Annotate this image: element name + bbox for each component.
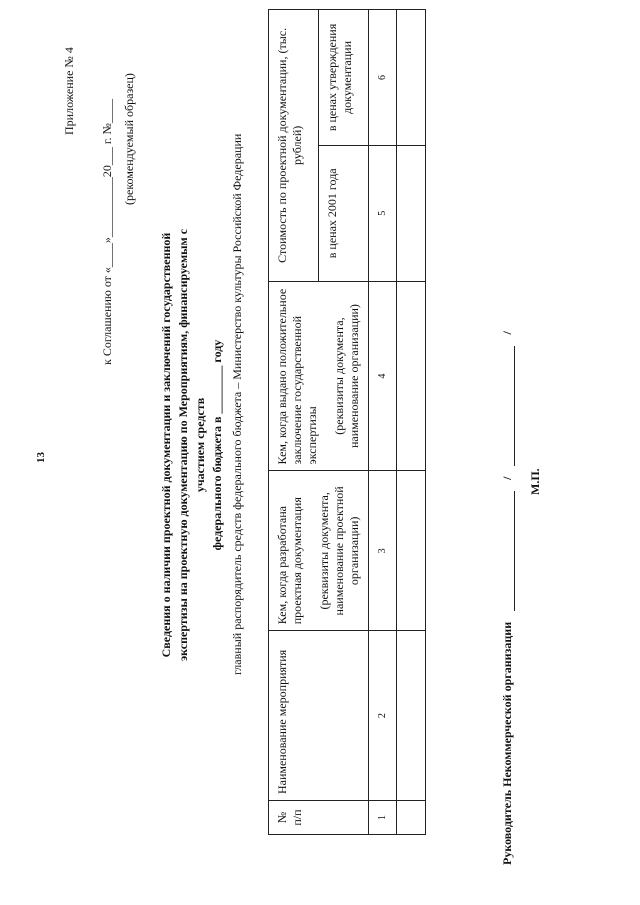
column-number: 2 [369, 631, 397, 801]
signature-label: Руководитель Некоммерческой организации [500, 621, 514, 865]
page-number: 13 [35, 452, 47, 463]
column-number: 3 [369, 471, 397, 631]
col-cost-approval-header: в ценах утверждения документации [319, 10, 369, 146]
table-cell [397, 10, 426, 146]
signature-block [500, 5, 515, 865]
table-cell [397, 471, 426, 631]
empty-data-row [397, 10, 426, 835]
col-project-doc-sub: (реквизиты документа, наименование проектной организации) [317, 486, 361, 616]
column-number-row [369, 10, 397, 835]
col-number-header: № п/п [269, 801, 369, 835]
recommended-sample-note: (рекомендуемый образец) [122, 73, 136, 205]
col-event-name-header: Наименование мероприятия [269, 631, 369, 801]
col-cost-2001-header: в ценах 2001 года [319, 145, 369, 281]
name-line [514, 346, 515, 466]
table-cell [397, 145, 426, 281]
agreement-reference: к Соглашению от «____»__________20___ г. №____ [100, 99, 114, 365]
appendix-label: Приложение № 4 [62, 47, 76, 135]
col-cost-group-header: Стоимость по проектной документации, (тыс. рублей) [269, 10, 319, 282]
column-number: 6 [369, 10, 397, 146]
col-expertise-main: Кем, когда выдано положительное заключение государственной экспертизы [275, 288, 319, 465]
column-number: 5 [369, 145, 397, 281]
title-line-2: экспертизы на проектную документацию по Мероприятиям, финансируемым с участием средств [176, 228, 207, 662]
col-expertise-header [269, 281, 369, 471]
stamp-place: М.П. [528, 468, 542, 495]
document-title [158, 215, 226, 675]
col-expertise-sub: (реквизиты документа, наименование организации) [332, 304, 361, 449]
col-project-doc-main: Кем, когда разработана проектная документация [275, 497, 304, 625]
title-line-1: Сведения о наличии проектной документации и заключений государственной [159, 232, 173, 658]
table-cell [397, 801, 426, 835]
column-number: 1 [369, 801, 397, 835]
budget-manager-line: главный распорядитель средств федерального бюджета – Министерство культуры Российской Федерации [230, 133, 244, 675]
table-cell [397, 631, 426, 801]
signature-line [514, 491, 515, 611]
table-cell [397, 281, 426, 471]
signature-slash-end: / [500, 331, 514, 335]
documentation-table [268, 9, 426, 835]
column-number: 4 [369, 281, 397, 471]
col-project-doc-header [269, 471, 369, 631]
title-line-3: федерального бюджета в ________ году [210, 339, 224, 551]
signature-slash: / [500, 476, 514, 480]
table-header-row [269, 10, 319, 835]
